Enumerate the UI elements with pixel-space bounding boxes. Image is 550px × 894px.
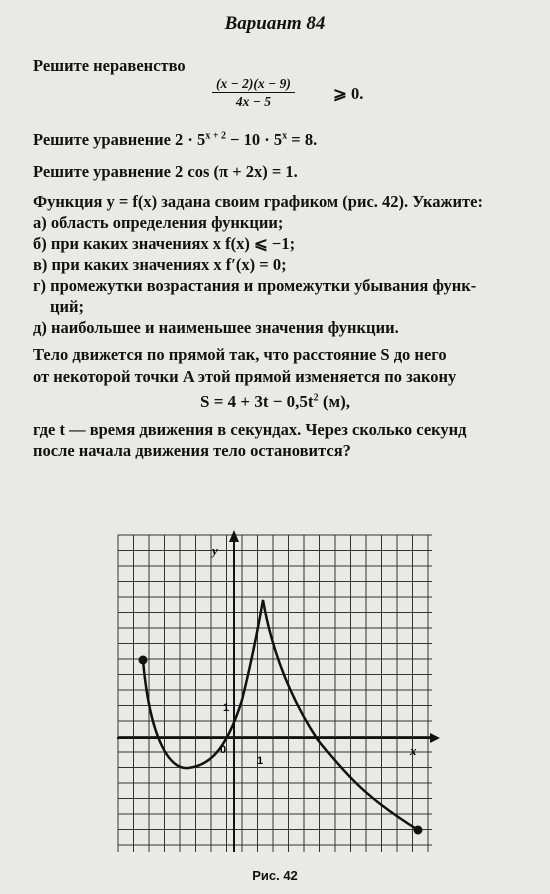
graph-grid: [118, 535, 432, 852]
x-unit-label: 1: [257, 755, 264, 767]
task1-relation: ⩾ 0.: [333, 84, 364, 103]
y-axis-arrow: [229, 530, 239, 542]
formula-prefix: S = 4 + 3t − 0,5t: [200, 392, 314, 411]
task5-line3: где t — время движения в секундах. Через сколько секунд: [33, 420, 467, 439]
variant-title: Вариант 84: [224, 13, 326, 34]
x-axis-arrow: [430, 733, 440, 743]
y-axis-label: y: [212, 543, 218, 558]
function-curve: [143, 600, 418, 830]
task4-item-a: а) область определения функции;: [33, 213, 284, 232]
curve-start-point: [139, 656, 148, 665]
x-axis-label: x: [410, 743, 417, 758]
origin-label: 0: [220, 744, 227, 756]
figure-caption: Рис. 42: [252, 868, 298, 883]
task5-line1: Тело движется по прямой так, что расстояние S до него: [33, 345, 447, 364]
task2-exponent1: x + 2: [205, 130, 227, 142]
task4-item-v: в) при каких значениях x f′(x) = 0;: [33, 255, 287, 274]
task3-equation: Решите уравнение 2 cos (π + 2x) = 1.: [33, 162, 298, 181]
formula-exponent: 2: [313, 392, 319, 404]
task5-line2: от некоторой точки A этой прямой изменяется по закону: [33, 367, 457, 386]
task2-exponent2: x: [282, 130, 288, 142]
task4-item-g-cont: ций;: [50, 297, 85, 316]
fraction-denominator: 4x − 5: [235, 94, 272, 109]
task5-line4: после начала движения тело остановится?: [33, 441, 351, 460]
task1-text: Решите неравенство: [33, 56, 186, 75]
task2-suffix: = 8.: [287, 130, 318, 149]
task2-middle: − 10 · 5: [226, 130, 283, 149]
task4-item-g: г) промежутки возрастания и промежутки убывания функ-: [33, 276, 477, 295]
curve-end-point: [414, 826, 423, 835]
task4-line1: Функция y = f(x) задана своим графиком (рис. 42). Укажите:: [33, 192, 483, 211]
formula-suffix: (м),: [318, 392, 350, 411]
y-unit-label: 1: [223, 702, 230, 714]
fraction-numerator: (x − 2)(x − 9): [212, 76, 295, 93]
task4-item-b: б) при каких значениях x f(x) ⩽ −1;: [33, 234, 296, 253]
task4-item-d: д) наибольшее и наименьшее значения функции.: [33, 318, 399, 337]
task2-prefix: Решите уравнение 2 · 5: [33, 130, 206, 149]
